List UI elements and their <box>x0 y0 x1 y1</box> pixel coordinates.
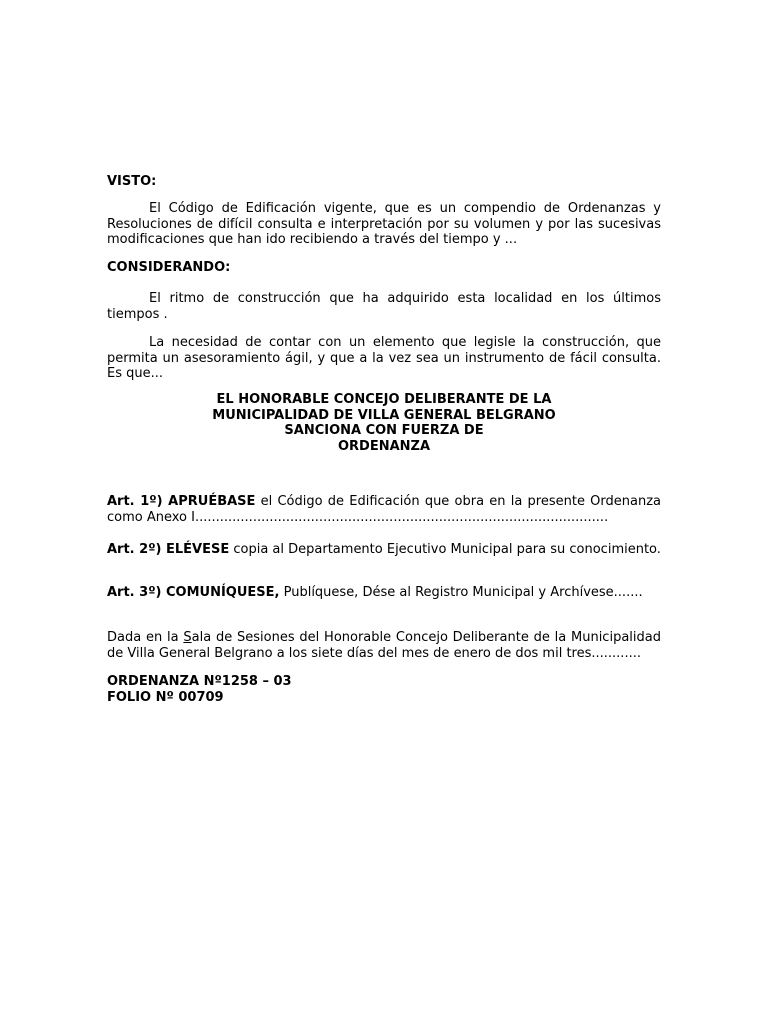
article-3 <box>107 585 661 601</box>
article-2 <box>107 542 661 558</box>
considerando-paragraph-2: La necesidad de contar con un elemento que legisle la construcción, que permita un asesoramiento ágil, y que a la vez sea un instrumento de fácil consulta. Es que... <box>107 335 661 381</box>
title-line-1: EL HONORABLE CONCEJO DELIBERANTE DE LA <box>216 392 552 407</box>
title-line-3: SANCIONA CON FUERZA DE <box>284 423 484 438</box>
closing-before: Dada en la <box>107 630 184 645</box>
considerando-heading: CONSIDERANDO: <box>107 260 231 275</box>
article-3-text: Publíquese, Dése al Registro Municipal y Archívese....... <box>279 585 643 600</box>
article-2-label: Art. 2º) ELÉVESE <box>107 542 230 557</box>
folio-number: FOLIO Nº 00709 <box>107 690 224 705</box>
ordenanza-number: ORDENANZA Nº1258 – 03 <box>107 674 292 689</box>
title-line-2: MUNICIPALIDAD DE VILLA GENERAL BELGRANO <box>212 407 556 423</box>
closing-underlined: S <box>183 630 192 645</box>
considerando-paragraph-1: El ritmo de construcción que ha adquirido esta localidad en los últimos tiempos . <box>107 291 661 322</box>
title-line-4: ORDENANZA <box>337 438 431 454</box>
closing-paragraph <box>107 630 661 661</box>
visto-text: El Código de Edificación vigente, que es un compendio de Ordenanzas y Resoluciones de difícil consulta e interpretación por su volumen y por las sucesivas modificaciones que han ido recibiendo a través del tiempo y ... <box>107 201 661 247</box>
article-1-text: el Código de Edificación que obra en la presente Ordenanza como Anexo I.................................................................................................... <box>107 494 661 525</box>
visto-heading: VISTO: <box>107 174 157 189</box>
article-1-label: Art. 1º) APRUÉBASE <box>107 494 256 509</box>
article-3-label: Art. 3º) COMUNÍQUESE, <box>107 585 280 600</box>
article-2-text: copia al Departamento Ejecutivo Municipal para su conocimiento. <box>229 542 661 557</box>
article-1 <box>107 494 661 525</box>
ordinance-title <box>107 392 661 454</box>
closing-after: ala de Sesiones del Honorable Concejo Deliberante de la Municipalidad de Villa General Belgrano a los siete días del mes de enero de dos mil tres............ <box>107 630 661 661</box>
